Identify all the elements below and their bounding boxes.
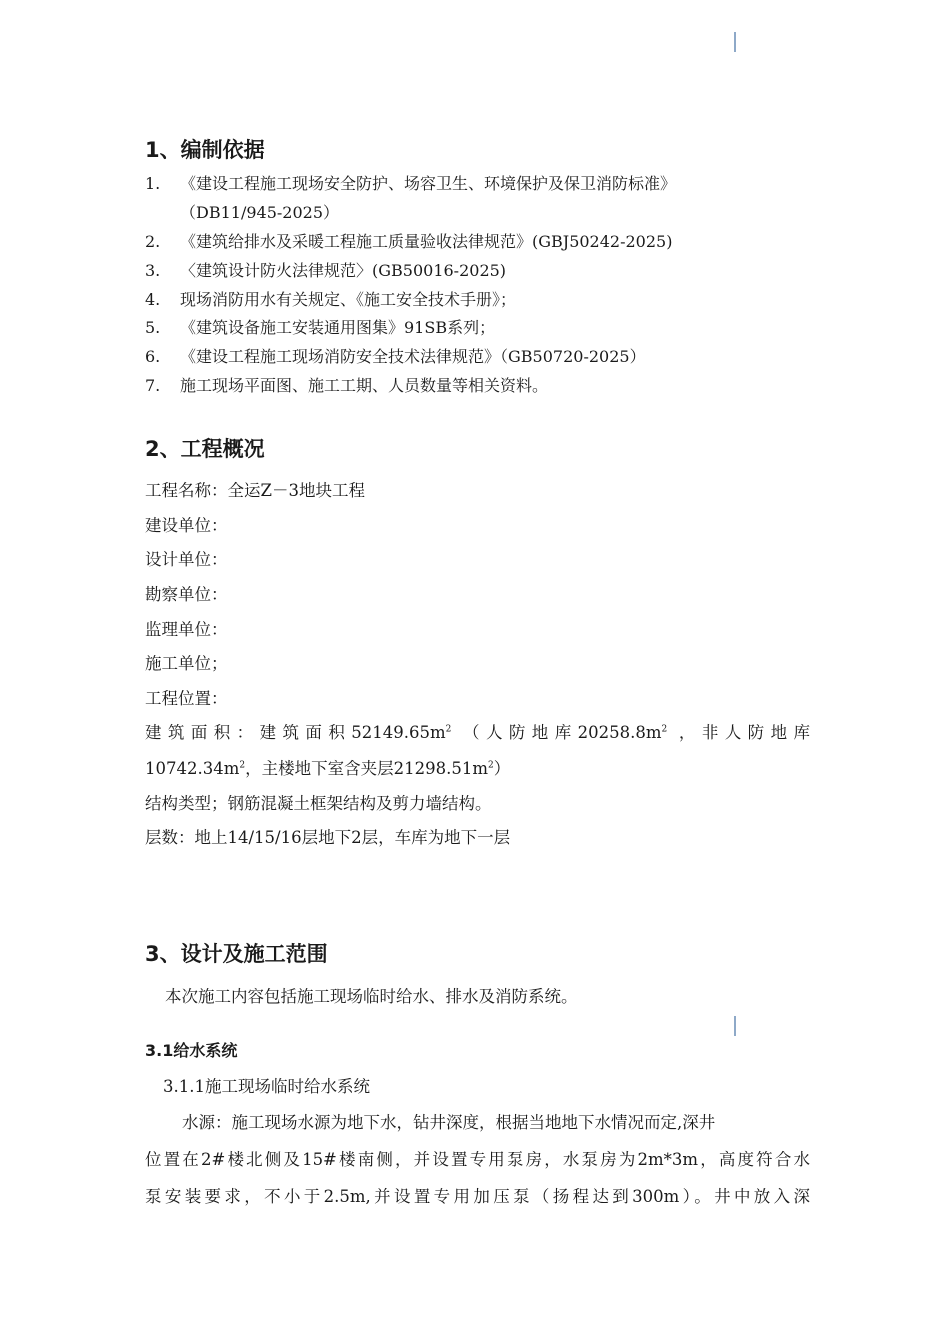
section-heading: 3、设计及施工范围 xyxy=(145,942,328,966)
constructor-field: 施工单位； xyxy=(145,654,228,673)
floor-count: 层数：地上14/15/16层地下2层，车库为地下一层 xyxy=(145,828,511,847)
builder-field: 建设单位： xyxy=(145,516,228,535)
paragraph-line: 水源：施工现场水源为地下水，钻井深度，根据当地地下水情况而定,深井 xyxy=(182,1113,716,1132)
list-item: 2. 《建筑给排水及采暖工程施工质量验收法律规范》(GBJ50242-2025) xyxy=(145,232,673,251)
list-item: 5. 《建筑设备施工安装通用图集》91SB系列； xyxy=(145,318,496,337)
sub-sub-heading: 3.1.1施工现场临时给水系统 xyxy=(163,1077,370,1096)
text-cursor-marker xyxy=(734,1016,736,1036)
list-item: 7. 施工现场平面图、施工工期、人员数量等相关资料。 xyxy=(145,376,549,395)
sub-heading: 3.1给水系统 xyxy=(145,1041,238,1060)
list-item-continuation: （DB11/945-2025） xyxy=(180,203,340,222)
surveyor-field: 勘察单位： xyxy=(145,585,228,604)
scope-intro: 本次施工内容包括施工现场临时给水、排水及消防系统。 xyxy=(165,987,578,1006)
list-item: 3. 〈建筑设计防火法律规范〉(GB50016-2025) xyxy=(145,261,507,280)
list-item: 6. 《建设工程施工现场消防安全技术法律规范》（GB50720-2025） xyxy=(145,347,646,366)
designer-field: 设计单位： xyxy=(145,550,228,569)
area-line-2: $10742.34m^2$，主楼地下室含夹层$21298.51m^2$） xyxy=(145,759,511,778)
structure-type: 结构类型；钢筋混凝土框架结构及剪力墙结构。 xyxy=(145,794,492,813)
area-line-1: 建筑面积：建筑面积$52149.65m^2$ （人防地库$20258.8m^2$ ，非人防地库 xyxy=(145,723,811,742)
text-cursor-marker xyxy=(734,32,736,52)
supervisor-field: 监理单位： xyxy=(145,620,228,639)
section-heading: 1、编制依据 xyxy=(145,138,265,162)
paragraph-line: 泵安装要求，不小于2.5m,并设置专用加压泵（扬程达到300m）。井中放入深 xyxy=(145,1187,810,1206)
paragraph-line: 位置在2#楼北侧及15#楼南侧，并设置专用泵房，水泵房为2m*3m，高度符合水 xyxy=(145,1150,810,1169)
list-item: 4. 现场消防用水有关规定、《施工安全技术手册》； xyxy=(145,290,517,309)
section-heading: 2、工程概况 xyxy=(145,437,265,461)
location-field: 工程位置： xyxy=(145,689,228,708)
project-name: 工程名称：全运Z－3地块工程 xyxy=(145,481,365,500)
list-item: 1. 《建设工程施工现场安全防护、场容卫生、环境保护及保卫消防标准》 xyxy=(145,174,677,193)
